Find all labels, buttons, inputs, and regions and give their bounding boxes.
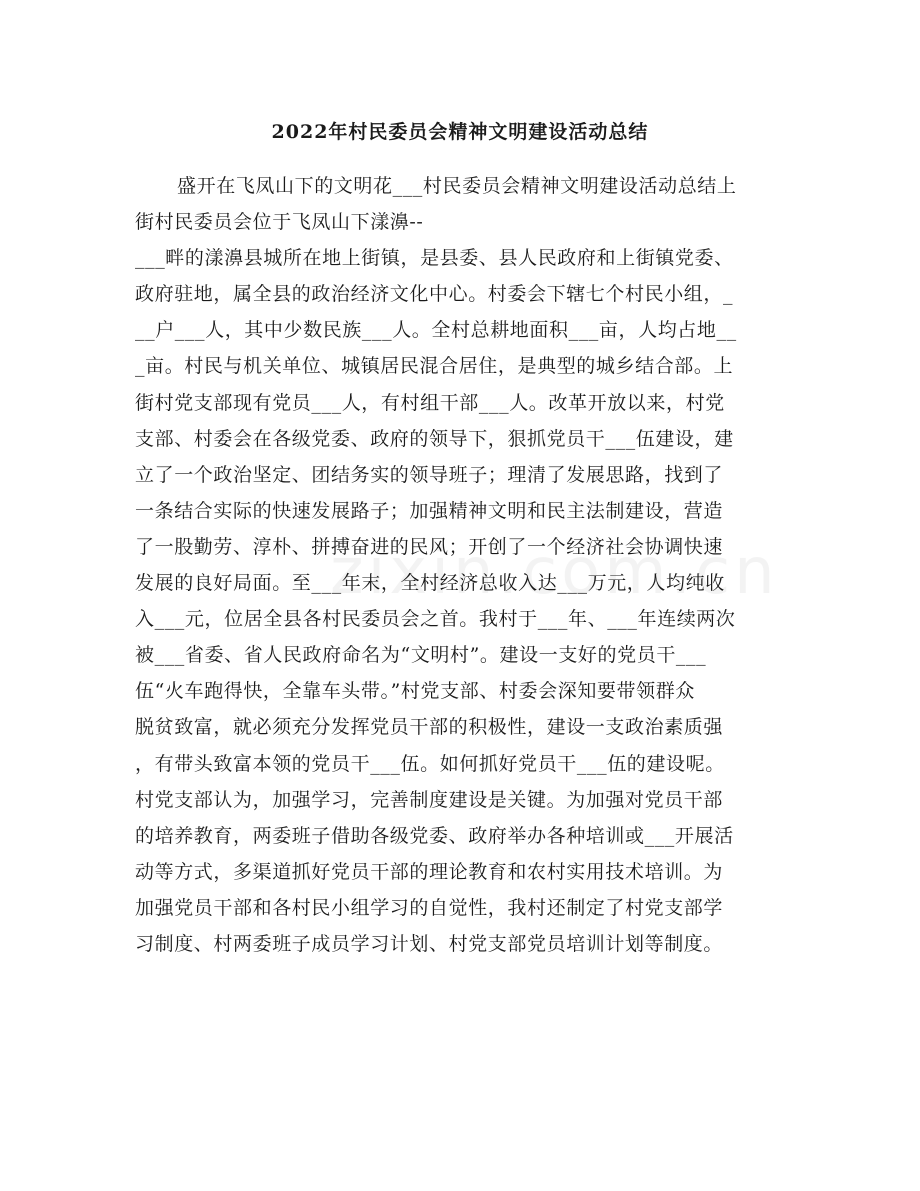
- body-line: 一条结合实际的快速发展路子；加强精神文明和民主法制建设，营造: [135, 499, 724, 522]
- body-line: _亩。村民与机关单位、城镇居民混合居住，是典型的城乡结合部。上: [135, 355, 734, 378]
- body-line: 村党支部认为，加强学习，完善制度建设是关键。为加强对党员干部: [135, 788, 724, 811]
- body-line: ___畔的漾濞县城所在地上街镇，是县委、县人民政府和上街镇党委、: [135, 247, 734, 270]
- body-line: 脱贫致富，就必须充分发挥党员干部的积极性，建设一支政治素质强: [135, 716, 724, 739]
- body-line: 发展的良好局面。至___年末，全村经济总收入达___万元，人均纯收: [135, 572, 725, 595]
- body-line: ，有带头致富本领的党员干___伍。如何抓好党员干___伍的建设呢。: [135, 752, 725, 775]
- body-line: 习制度、村两委班子成员学习计划、村党支部党员培训计划等制度。: [135, 932, 724, 955]
- body-line: __户___人，其中少数民族___人。全村总耕地面积___亩，人均占地__: [135, 319, 737, 342]
- document-title: 2022年村民委员会精神文明建设活动总结: [271, 121, 649, 143]
- body-line: 的培养教育，两委班子借助各级党委、政府举办各种培训或___开展活: [135, 824, 734, 847]
- body-line: 动等方式，多渠道抓好党员干部的理论教育和农村实用技术培训。为: [135, 860, 724, 883]
- body-line: 加强党员干部和各村民小组学习的自觉性，我村还制定了村党支部学: [135, 896, 724, 919]
- document-body: [135, 168, 785, 962]
- body-line: 伍“火车跑得快，全靠车头带。”村党支部、村委会深知要带领群众: [135, 680, 695, 703]
- body-line: 了一股勤劳、淳朴、拼搏奋进的民风；开创了一个经济社会协调快速: [135, 535, 724, 558]
- body-line: 立了一个政治坚定、团结务实的领导班子；理清了发展思路，找到了: [135, 463, 724, 486]
- body-line: 政府驻地，属全县的政治经济文化中心。村委会下辖七个村民小组，_: [135, 283, 734, 306]
- body-line: 支部、村委会在各级党委、政府的领导下，狠抓党员干___伍建设，建: [135, 427, 734, 450]
- body-line: 街村民委员会位于飞凤山下漾濞--: [135, 211, 424, 234]
- body-line: 街村党支部现有党员___人，有村组干部___人。改革开放以来，村党: [135, 391, 725, 414]
- body-line: 被___省委、省人民政府命名为“文明村”。建设一支好的党员干___: [135, 644, 707, 667]
- body-line: 入___元，位居全县各村民委员会之首。我村于___年、___年连续两次: [135, 608, 736, 631]
- body-line: 盛开在飞凤山下的文明花___村民委员会精神文明建设活动总结上: [177, 175, 737, 197]
